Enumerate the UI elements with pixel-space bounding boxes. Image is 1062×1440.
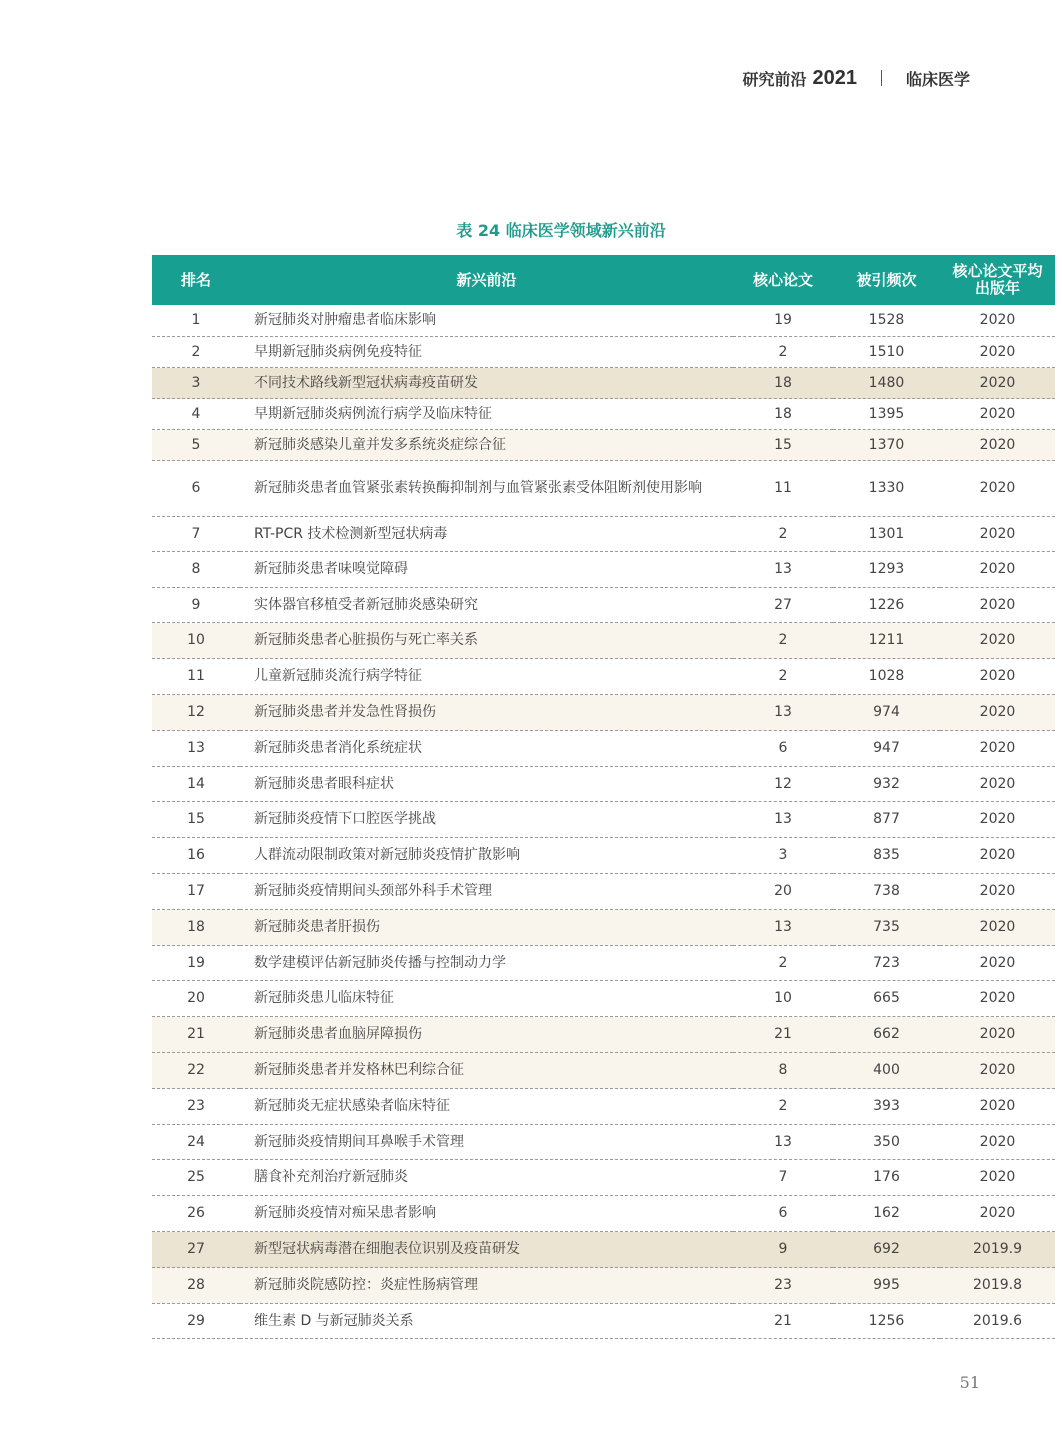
cell-avg-year: 2020 (940, 910, 1055, 946)
cell-rank: 10 (152, 623, 240, 659)
table-row (152, 1268, 1055, 1304)
cell-avg-year: 2020 (940, 1160, 1055, 1196)
cell-core-papers: 13 (733, 1125, 833, 1160)
section-title: 临床医学 (905, 69, 970, 89)
cell-citations: 735 (833, 910, 940, 946)
running-head (742, 64, 970, 92)
table-row (152, 1017, 1055, 1053)
cell-core-papers: 21 (733, 1304, 833, 1339)
table-header-row (152, 255, 1055, 305)
col-core-papers-header: 核心论文 (733, 255, 833, 305)
cell-citations: 947 (833, 731, 940, 767)
table-row (152, 552, 1055, 588)
cell-citations: 1226 (833, 588, 940, 623)
col-citations-header: 被引频次 (833, 255, 940, 305)
page-number: 51 (959, 1373, 980, 1392)
cell-avg-year: 2019.8 (940, 1268, 1055, 1304)
cell-citations: 1330 (833, 461, 940, 517)
cell-core-papers: 2 (733, 659, 833, 695)
cell-citations: 162 (833, 1196, 940, 1232)
table-row (152, 337, 1055, 368)
cell-core-papers: 23 (733, 1268, 833, 1304)
table-row (152, 910, 1055, 946)
cell-core-papers: 12 (733, 767, 833, 802)
cell-core-papers: 10 (733, 981, 833, 1017)
table-row (152, 399, 1055, 430)
cell-topic: 新冠肺炎患者眼科症状 (240, 767, 733, 802)
cell-citations: 662 (833, 1017, 940, 1053)
cell-rank: 2 (152, 337, 240, 368)
cell-topic: 新冠肺炎患者血管紧张素转换酶抑制剂与血管紧张素受体阻断剂使用影响 (240, 461, 733, 517)
col-avg-year-label: 核心论文平均出版年 (952, 262, 1043, 297)
cell-rank: 28 (152, 1268, 240, 1304)
cell-topic: 新冠肺炎患者肝损伤 (240, 910, 733, 946)
cell-core-papers: 27 (733, 588, 833, 623)
cell-core-papers: 2 (733, 517, 833, 552)
cell-core-papers: 6 (733, 1196, 833, 1232)
table-row (152, 368, 1055, 399)
report-year: 2021 (812, 66, 857, 89)
table-row (152, 1053, 1055, 1089)
cell-avg-year: 2019.6 (940, 1304, 1055, 1339)
cell-core-papers: 2 (733, 337, 833, 368)
cell-avg-year: 2020 (940, 659, 1055, 695)
cell-topic: 儿童新冠肺炎流行病学特征 (240, 659, 733, 695)
cell-avg-year: 2020 (940, 1017, 1055, 1053)
table-row (152, 802, 1055, 838)
col-rank-header: 排名 (152, 255, 240, 305)
cell-core-papers: 13 (733, 552, 833, 588)
cell-citations: 1293 (833, 552, 940, 588)
cell-citations: 350 (833, 1125, 940, 1160)
cell-citations: 393 (833, 1089, 940, 1125)
cell-topic: 新冠肺炎患者味嗅觉障碍 (240, 552, 733, 588)
cell-rank: 15 (152, 802, 240, 838)
cell-topic: 新冠肺炎患者心脏损伤与死亡率关系 (240, 623, 733, 659)
cell-citations: 877 (833, 802, 940, 838)
cell-topic: 数学建模评估新冠肺炎传播与控制动力学 (240, 946, 733, 981)
table-row (152, 838, 1055, 874)
table-row (152, 1304, 1055, 1339)
cell-core-papers: 21 (733, 1017, 833, 1053)
cell-topic: 维生素 D 与新冠肺炎关系 (240, 1304, 733, 1339)
cell-topic: 早期新冠肺炎病例免疫特征 (240, 337, 733, 368)
cell-avg-year: 2020 (940, 838, 1055, 874)
cell-core-papers: 3 (733, 838, 833, 874)
cell-citations: 974 (833, 695, 940, 731)
cell-topic: 新冠肺炎患者血脑屏障损伤 (240, 1017, 733, 1053)
cell-citations: 995 (833, 1268, 940, 1304)
table-row (152, 1196, 1055, 1232)
table-row (152, 517, 1055, 552)
table-row (152, 946, 1055, 981)
col-avg-year-header (940, 255, 1055, 305)
cell-core-papers: 19 (733, 305, 833, 337)
cell-citations: 1211 (833, 623, 940, 659)
cell-avg-year: 2020 (940, 802, 1055, 838)
cell-citations: 1370 (833, 430, 940, 461)
cell-topic: 新冠肺炎疫情期间头颈部外科手术管理 (240, 874, 733, 910)
cell-citations: 835 (833, 838, 940, 874)
cell-rank: 3 (152, 368, 240, 399)
cell-avg-year: 2020 (940, 731, 1055, 767)
cell-topic: 新冠肺炎患者并发格林巴利综合征 (240, 1053, 733, 1089)
cell-core-papers: 20 (733, 874, 833, 910)
cell-rank: 21 (152, 1017, 240, 1053)
report-label: 研究前沿 (742, 69, 807, 89)
cell-rank: 23 (152, 1089, 240, 1125)
cell-citations: 400 (833, 1053, 940, 1089)
table-row (152, 1232, 1055, 1268)
cell-avg-year: 2020 (940, 1196, 1055, 1232)
cell-avg-year: 2020 (940, 695, 1055, 731)
cell-rank: 29 (152, 1304, 240, 1339)
cell-rank: 11 (152, 659, 240, 695)
table-row (152, 1125, 1055, 1160)
cell-rank: 4 (152, 399, 240, 430)
cell-core-papers: 13 (733, 802, 833, 838)
cell-citations: 1028 (833, 659, 940, 695)
cell-citations: 1256 (833, 1304, 940, 1339)
table-row (152, 1160, 1055, 1196)
cell-avg-year: 2020 (940, 461, 1055, 517)
cell-topic: 人群流动限制政策对新冠肺炎疫情扩散影响 (240, 838, 733, 874)
cell-topic: 新冠肺炎患者并发急性肾损伤 (240, 695, 733, 731)
cell-avg-year: 2020 (940, 767, 1055, 802)
cell-topic: 膳食补充剂治疗新冠肺炎 (240, 1160, 733, 1196)
cell-rank: 5 (152, 430, 240, 461)
cell-rank: 7 (152, 517, 240, 552)
cell-core-papers: 2 (733, 946, 833, 981)
table-row (152, 659, 1055, 695)
table-row (152, 461, 1055, 517)
cell-core-papers: 13 (733, 695, 833, 731)
cell-rank: 13 (152, 731, 240, 767)
cell-avg-year: 2020 (940, 588, 1055, 623)
cell-rank: 1 (152, 305, 240, 337)
cell-core-papers: 6 (733, 731, 833, 767)
cell-topic: 实体器官移植受者新冠肺炎感染研究 (240, 588, 733, 623)
cell-rank: 14 (152, 767, 240, 802)
cell-core-papers: 13 (733, 910, 833, 946)
cell-avg-year: 2020 (940, 430, 1055, 461)
cell-rank: 19 (152, 946, 240, 981)
cell-topic: 新冠肺炎患者消化系统症状 (240, 731, 733, 767)
cell-rank: 25 (152, 1160, 240, 1196)
cell-core-papers: 18 (733, 399, 833, 430)
cell-topic: 新冠肺炎感染儿童并发多系统炎症综合征 (240, 430, 733, 461)
cell-avg-year: 2020 (940, 552, 1055, 588)
cell-topic: 早期新冠肺炎病例流行病学及临床特征 (240, 399, 733, 430)
cell-topic: 新冠肺炎院感防控：炎症性肠病管理 (240, 1268, 733, 1304)
cell-topic: 新型冠状病毒潜在细胞表位识别及疫苗研发 (240, 1232, 733, 1268)
cell-rank: 8 (152, 552, 240, 588)
cell-citations: 1510 (833, 337, 940, 368)
emerging-fronts-table (152, 255, 1055, 1339)
cell-rank: 27 (152, 1232, 240, 1268)
cell-rank: 17 (152, 874, 240, 910)
cell-citations: 665 (833, 981, 940, 1017)
cell-avg-year: 2020 (940, 1089, 1055, 1125)
cell-topic: 新冠肺炎对肿瘤患者临床影响 (240, 305, 733, 337)
cell-rank: 24 (152, 1125, 240, 1160)
cell-topic: 新冠肺炎疫情下口腔医学挑战 (240, 802, 733, 838)
cell-avg-year: 2020 (940, 1125, 1055, 1160)
cell-core-papers: 2 (733, 1089, 833, 1125)
cell-avg-year: 2020 (940, 517, 1055, 552)
table-row (152, 981, 1055, 1017)
cell-rank: 20 (152, 981, 240, 1017)
cell-avg-year: 2020 (940, 946, 1055, 981)
cell-topic: RT-PCR 技术检测新型冠状病毒 (240, 517, 733, 552)
table-row (152, 874, 1055, 910)
cell-avg-year: 2020 (940, 399, 1055, 430)
cell-citations: 1301 (833, 517, 940, 552)
table-row (152, 695, 1055, 731)
cell-topic: 新冠肺炎疫情期间耳鼻喉手术管理 (240, 1125, 733, 1160)
cell-rank: 6 (152, 461, 240, 517)
col-topic-header: 新兴前沿 (240, 255, 733, 305)
cell-avg-year: 2020 (940, 874, 1055, 910)
cell-citations: 738 (833, 874, 940, 910)
cell-citations: 1480 (833, 368, 940, 399)
cell-citations: 1528 (833, 305, 940, 337)
cell-citations: 176 (833, 1160, 940, 1196)
cell-core-papers: 2 (733, 623, 833, 659)
cell-rank: 26 (152, 1196, 240, 1232)
table-row (152, 430, 1055, 461)
cell-core-papers: 9 (733, 1232, 833, 1268)
cell-topic: 新冠肺炎患儿临床特征 (240, 981, 733, 1017)
table-row (152, 731, 1055, 767)
cell-rank: 22 (152, 1053, 240, 1089)
cell-avg-year: 2020 (940, 368, 1055, 399)
cell-avg-year: 2020 (940, 337, 1055, 368)
cell-citations: 692 (833, 1232, 940, 1268)
table-row (152, 305, 1055, 337)
cell-rank: 12 (152, 695, 240, 731)
cell-core-papers: 8 (733, 1053, 833, 1089)
header-divider (881, 70, 882, 86)
table-row (152, 623, 1055, 659)
cell-rank: 18 (152, 910, 240, 946)
cell-avg-year: 2020 (940, 623, 1055, 659)
table-row (152, 588, 1055, 623)
table-row (152, 767, 1055, 802)
cell-rank: 16 (152, 838, 240, 874)
cell-core-papers: 7 (733, 1160, 833, 1196)
cell-core-papers: 18 (733, 368, 833, 399)
cell-avg-year: 2020 (940, 981, 1055, 1017)
cell-topic: 新冠肺炎无症状感染者临床特征 (240, 1089, 733, 1125)
table-caption: 表 24 临床医学领域新兴前沿 (456, 221, 666, 240)
table-row (152, 1089, 1055, 1125)
cell-citations: 1395 (833, 399, 940, 430)
cell-avg-year: 2019.9 (940, 1232, 1055, 1268)
cell-avg-year: 2020 (940, 1053, 1055, 1089)
cell-core-papers: 15 (733, 430, 833, 461)
cell-avg-year: 2020 (940, 305, 1055, 337)
cell-topic: 新冠肺炎疫情对痴呆患者影响 (240, 1196, 733, 1232)
cell-rank: 9 (152, 588, 240, 623)
cell-citations: 723 (833, 946, 940, 981)
cell-core-papers: 11 (733, 461, 833, 517)
cell-topic: 不同技术路线新型冠状病毒疫苗研发 (240, 368, 733, 399)
cell-citations: 932 (833, 767, 940, 802)
